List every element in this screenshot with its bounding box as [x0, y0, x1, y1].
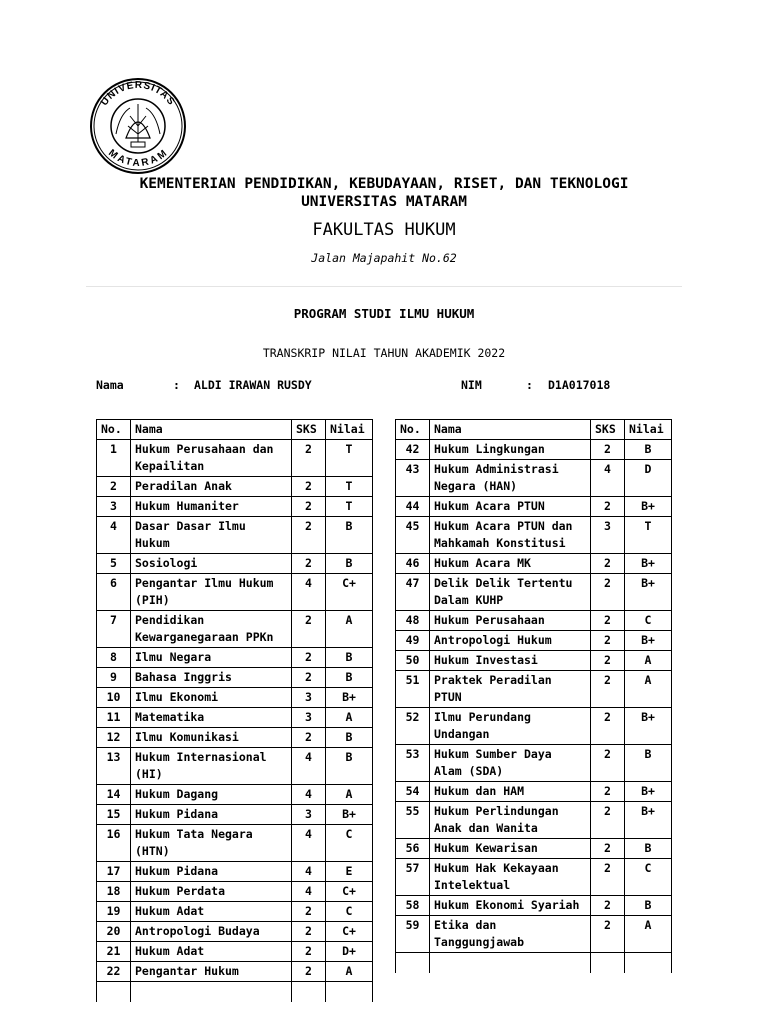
cell-nilai: B: [326, 748, 373, 785]
cell-nama: Hukum Hak Kekayaan Intelektual: [430, 859, 591, 896]
cell-nama: Hukum Investasi: [430, 651, 591, 671]
cell-nama: Antropologi Budaya: [131, 922, 292, 942]
cell-sks: 2: [591, 859, 625, 896]
cell-nama: Hukum Acara PTUN dan Mahkamah Konstitusi: [430, 517, 591, 554]
cell-nilai: A: [326, 785, 373, 805]
table-row: [396, 839, 672, 859]
cell-nilai: B: [326, 554, 373, 574]
cell-no: 50: [396, 651, 430, 671]
cell-no: 13: [97, 748, 131, 785]
student-nim: D1A017018: [548, 378, 611, 392]
cell-no: 51: [396, 671, 430, 708]
cell-sks: 3: [591, 517, 625, 554]
empty-cell: [430, 953, 591, 974]
cell-sks: 4: [292, 748, 326, 785]
ministry-title: KEMENTERIAN PENDIDIKAN, KEBUDAYAAN, RISET, DAN TEKNOLOGI: [139, 176, 629, 192]
cell-nilai: D+: [326, 942, 373, 962]
table-row: [396, 574, 672, 611]
cell-sks: 2: [292, 611, 326, 648]
cell-nama: Hukum Lingkungan: [430, 440, 591, 460]
cell-nama: Hukum Ekonomi Syariah: [430, 896, 591, 916]
cell-nilai: B+: [625, 574, 672, 611]
cell-nama: Ilmu Ekonomi: [131, 688, 292, 708]
col-sks-header: SKS: [591, 420, 625, 440]
cell-sks: 2: [591, 802, 625, 839]
cell-nama: Hukum Pidana: [131, 862, 292, 882]
cell-no: 11: [97, 708, 131, 728]
empty-cell: [591, 953, 625, 974]
cell-sks: 2: [591, 611, 625, 631]
table-row: [396, 517, 672, 554]
cell-nilai: E: [326, 862, 373, 882]
cell-sks: 2: [292, 942, 326, 962]
table-row: [396, 497, 672, 517]
table-row: [97, 942, 373, 962]
cell-sks: 2: [591, 440, 625, 460]
cell-nama: Pengantar Hukum: [131, 962, 292, 982]
university-title: UNIVERSITAS MATARAM: [301, 194, 467, 210]
cell-nama: Pengantar Ilmu Hukum (PIH): [131, 574, 292, 611]
empty-cell: [396, 953, 430, 974]
cell-nilai: B+: [326, 805, 373, 825]
cell-nilai: A: [326, 962, 373, 982]
cell-sks: 3: [292, 708, 326, 728]
table-row: [97, 574, 373, 611]
cell-sks: 2: [292, 728, 326, 748]
table-row: [97, 440, 373, 477]
cell-nama: Hukum Acara PTUN: [430, 497, 591, 517]
cell-no: 45: [396, 517, 430, 554]
table-row: [396, 611, 672, 631]
table-row: [396, 896, 672, 916]
cell-no: 49: [396, 631, 430, 651]
cell-no: 21: [97, 942, 131, 962]
cell-no: 16: [97, 825, 131, 862]
cell-no: 52: [396, 708, 430, 745]
program-title: PROGRAM STUDI ILMU HUKUM: [293, 306, 475, 321]
cell-nilai: B: [326, 668, 373, 688]
table-row: [396, 782, 672, 802]
table-row: [97, 477, 373, 497]
grades-table-left: [96, 419, 373, 1002]
col-sks-header: SKS: [292, 420, 326, 440]
cell-nama: Hukum Acara MK: [430, 554, 591, 574]
cell-sks: 2: [591, 745, 625, 782]
cell-sks: 4: [292, 574, 326, 611]
svg-text:UNIVERSITAS: UNIVERSITAS: [99, 79, 177, 108]
header-divider: [86, 286, 682, 287]
table-row: [97, 785, 373, 805]
cell-sks: 2: [591, 554, 625, 574]
table-row: [97, 668, 373, 688]
empty-cell: [625, 953, 672, 974]
cell-nama: Hukum Internasional (HI): [131, 748, 292, 785]
cell-nama: Dasar Dasar Ilmu Hukum: [131, 517, 292, 554]
cell-nama: Hukum Humaniter: [131, 497, 292, 517]
col-no-header: No.: [396, 420, 430, 440]
cell-no: 42: [396, 440, 430, 460]
cell-sks: 2: [292, 497, 326, 517]
cell-sks: 2: [591, 671, 625, 708]
nim-colon: :: [526, 378, 533, 392]
cell-nilai: C: [625, 859, 672, 896]
cell-nilai: C: [326, 902, 373, 922]
cell-nama: Pendidikan Kewarganegaraan PPKn: [131, 611, 292, 648]
cell-nama: Hukum dan HAM: [430, 782, 591, 802]
cell-sks: 4: [292, 862, 326, 882]
name-label: Nama: [96, 378, 124, 392]
empty-cell: [97, 982, 131, 1003]
cell-sks: 2: [292, 517, 326, 554]
cell-sks: 2: [591, 782, 625, 802]
table-row: [97, 825, 373, 862]
table-row: [97, 708, 373, 728]
cell-no: 9: [97, 668, 131, 688]
cell-nilai: B+: [625, 554, 672, 574]
cell-sks: 3: [292, 805, 326, 825]
cell-no: 17: [97, 862, 131, 882]
cell-nilai: B+: [625, 708, 672, 745]
table-row: [396, 802, 672, 839]
cell-nilai: B+: [625, 782, 672, 802]
cell-nilai: B: [326, 648, 373, 668]
col-nilai-header: Nilai: [326, 420, 373, 440]
cell-no: 19: [97, 902, 131, 922]
cell-nilai: B+: [625, 802, 672, 839]
cell-nama: Delik Delik Tertentu Dalam KUHP: [430, 574, 591, 611]
table-row: [396, 745, 672, 782]
table-row: [97, 648, 373, 668]
cell-sks: 2: [292, 962, 326, 982]
cell-nama: Praktek Peradilan PTUN: [430, 671, 591, 708]
cell-no: 47: [396, 574, 430, 611]
cell-nilai: D: [625, 460, 672, 497]
cell-nama: Antropologi Hukum: [430, 631, 591, 651]
table-row: [97, 497, 373, 517]
col-nama-header: Nama: [430, 420, 591, 440]
cell-sks: 2: [292, 648, 326, 668]
cell-nilai: T: [326, 497, 373, 517]
table-row: [97, 962, 373, 982]
cell-no: 46: [396, 554, 430, 574]
cell-sks: 2: [591, 631, 625, 651]
cell-no: 2: [97, 477, 131, 497]
cell-sks: 4: [292, 882, 326, 902]
table-continuation: [396, 953, 672, 974]
cell-nama: Matematika: [131, 708, 292, 728]
grades-table-right: [395, 419, 672, 973]
cell-nilai: B+: [625, 497, 672, 517]
cell-no: 44: [396, 497, 430, 517]
cell-no: 48: [396, 611, 430, 631]
cell-no: 56: [396, 839, 430, 859]
table-header: [97, 420, 373, 440]
cell-nilai: A: [625, 651, 672, 671]
cell-sks: 2: [591, 651, 625, 671]
cell-nama: Hukum Sumber Daya Alam (SDA): [430, 745, 591, 782]
address: Jalan Majapahit No.62: [311, 251, 457, 265]
cell-nilai: C: [326, 825, 373, 862]
table-row: [97, 517, 373, 554]
empty-cell: [131, 982, 292, 1003]
col-nilai-header: Nilai: [625, 420, 672, 440]
table-row: [396, 631, 672, 651]
table-row: [97, 748, 373, 785]
cell-sks: 2: [591, 574, 625, 611]
cell-nama: Hukum Adat: [131, 902, 292, 922]
table-row: [97, 922, 373, 942]
empty-cell: [292, 982, 326, 1003]
cell-no: 12: [97, 728, 131, 748]
cell-nama: Hukum Perusahaan dan Kepailitan: [131, 440, 292, 477]
table-row: [396, 440, 672, 460]
cell-nilai: B: [326, 728, 373, 748]
cell-sks: 2: [591, 497, 625, 517]
cell-nama: Peradilan Anak: [131, 477, 292, 497]
cell-nilai: T: [326, 440, 373, 477]
cell-sks: 4: [292, 785, 326, 805]
cell-no: 20: [97, 922, 131, 942]
cell-nilai: B: [625, 839, 672, 859]
nim-label: NIM: [461, 378, 482, 392]
cell-no: 8: [97, 648, 131, 668]
cell-no: 5: [97, 554, 131, 574]
cell-nama: Hukum Administrasi Negara (HAN): [430, 460, 591, 497]
faculty-title: FAKULTAS HUKUM: [312, 220, 456, 240]
col-no-header: No.: [97, 420, 131, 440]
cell-no: 3: [97, 497, 131, 517]
table-row: [97, 862, 373, 882]
cell-no: 14: [97, 785, 131, 805]
cell-sks: 2: [591, 916, 625, 953]
cell-no: 55: [396, 802, 430, 839]
cell-sks: 2: [591, 896, 625, 916]
table-row: [97, 554, 373, 574]
table-header: [396, 420, 672, 440]
table-row: [97, 882, 373, 902]
cell-nama: Hukum Adat: [131, 942, 292, 962]
cell-nilai: C+: [326, 574, 373, 611]
cell-nilai: A: [326, 611, 373, 648]
cell-sks: 2: [292, 440, 326, 477]
cell-nama: Hukum Perusahaan: [430, 611, 591, 631]
cell-nilai: T: [326, 477, 373, 497]
table-row: [396, 554, 672, 574]
table-row: [396, 460, 672, 497]
cell-nama: Bahasa Inggris: [131, 668, 292, 688]
cell-nama: Hukum Kewarisan: [430, 839, 591, 859]
svg-text:MATARAM: MATARAM: [106, 147, 170, 170]
cell-nama: Hukum Dagang: [131, 785, 292, 805]
cell-no: 4: [97, 517, 131, 554]
cell-no: 57: [396, 859, 430, 896]
cell-no: 22: [97, 962, 131, 982]
cell-no: 54: [396, 782, 430, 802]
cell-no: 58: [396, 896, 430, 916]
table-row: [97, 688, 373, 708]
table-row: [396, 651, 672, 671]
cell-sks: 4: [292, 825, 326, 862]
name-colon: :: [173, 378, 180, 392]
cell-no: 43: [396, 460, 430, 497]
cell-nilai: A: [625, 671, 672, 708]
cell-nama: Hukum Perdata: [131, 882, 292, 902]
cell-nama: Sosiologi: [131, 554, 292, 574]
cell-nama: Hukum Tata Negara (HTN): [131, 825, 292, 862]
cell-no: 6: [97, 574, 131, 611]
cell-nama: Ilmu Komunikasi: [131, 728, 292, 748]
table-row: [396, 859, 672, 896]
table-row: [97, 611, 373, 648]
cell-no: 10: [97, 688, 131, 708]
cell-nilai: B: [326, 517, 373, 554]
cell-no: 15: [97, 805, 131, 825]
table-row: [97, 805, 373, 825]
cell-nama: Hukum Pidana: [131, 805, 292, 825]
cell-nilai: C+: [326, 882, 373, 902]
cell-sks: 4: [591, 460, 625, 497]
university-seal-logo: [86, 76, 190, 176]
cell-nilai: A: [326, 708, 373, 728]
cell-sks: 2: [292, 668, 326, 688]
cell-nilai: B: [625, 896, 672, 916]
table-row: [97, 728, 373, 748]
cell-nilai: C: [625, 611, 672, 631]
cell-no: 1: [97, 440, 131, 477]
cell-nilai: A: [625, 916, 672, 953]
cell-sks: 2: [292, 902, 326, 922]
cell-nilai: B+: [326, 688, 373, 708]
empty-cell: [326, 982, 373, 1003]
table-row: [97, 902, 373, 922]
cell-sks: 2: [292, 554, 326, 574]
cell-nama: Ilmu Negara: [131, 648, 292, 668]
cell-nilai: B+: [625, 631, 672, 651]
table-row: [396, 916, 672, 953]
cell-sks: 3: [292, 688, 326, 708]
table-continuation: [97, 982, 373, 1003]
cell-nama: Etika dan Tanggungjawab: [430, 916, 591, 953]
cell-no: 59: [396, 916, 430, 953]
cell-no: 18: [97, 882, 131, 902]
student-name: ALDI IRAWAN RUSDY: [194, 378, 312, 392]
cell-no: 7: [97, 611, 131, 648]
cell-nama: Ilmu Perundang Undangan: [430, 708, 591, 745]
table-row: [396, 708, 672, 745]
cell-sks: 2: [591, 708, 625, 745]
col-nama-header: Nama: [131, 420, 292, 440]
cell-sks: 2: [292, 922, 326, 942]
cell-nilai: B: [625, 440, 672, 460]
transcript-title: TRANSKRIP NILAI TAHUN AKADEMIK 2022: [262, 346, 506, 360]
table-row: [396, 671, 672, 708]
cell-nilai: T: [625, 517, 672, 554]
cell-no: 53: [396, 745, 430, 782]
cell-nilai: C+: [326, 922, 373, 942]
cell-nama: Hukum Perlindungan Anak dan Wanita: [430, 802, 591, 839]
cell-nilai: B: [625, 745, 672, 782]
cell-sks: 2: [591, 839, 625, 859]
cell-sks: 2: [292, 477, 326, 497]
